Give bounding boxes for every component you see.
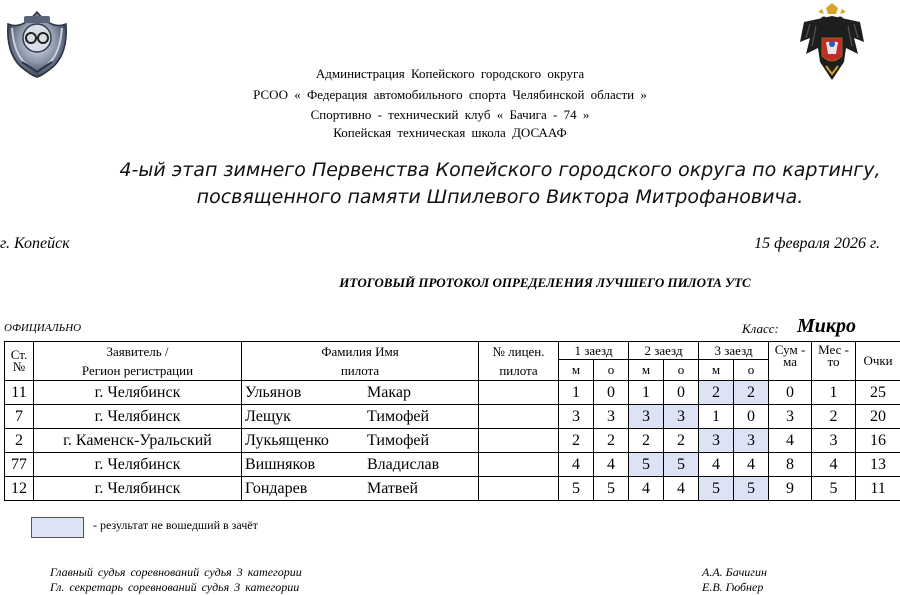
table-row (5, 429, 900, 453)
cell-r2m: 1 (629, 381, 664, 405)
results-table (4, 341, 900, 501)
header-place-line2: то (827, 354, 840, 369)
header-school: Копейская техническая школа ДОСААФ (333, 125, 567, 140)
cell-place: 5 (812, 477, 856, 501)
header-place-line1: Мес - (818, 342, 849, 357)
header-license-line2: пилота (499, 363, 538, 378)
header-sum-line2: ма (783, 354, 797, 369)
header-race3-m: м (699, 360, 734, 381)
pilot-first-name: Тимофей (367, 407, 430, 425)
secretary-role: Гл. секретарь соревнований судья 3 категории (50, 580, 300, 594)
event-title-line2: посвященного памяти Шпилевого Виктора Митрофановича. (196, 186, 804, 208)
header-club: Спортивно - технический клуб « Бачига - 74 » (310, 107, 590, 122)
header-points: Очки (856, 342, 900, 381)
header-pilot (242, 342, 479, 381)
secretary-name: Е.В. Гюбнер (702, 580, 764, 594)
legend-swatch (31, 517, 84, 538)
cell-r3m: 3 (699, 429, 734, 453)
cell-region: г. Челябинск (34, 381, 242, 405)
header-race2: 2 заезд (629, 342, 699, 360)
cell-region: г. Челябинск (34, 453, 242, 477)
cell-pilot (242, 405, 479, 429)
cell-place: 2 (812, 405, 856, 429)
cell-region: г. Челябинск (34, 477, 242, 501)
cell-sum: 3 (769, 405, 812, 429)
header-race3-o: о (734, 360, 769, 381)
cell-start: 11 (5, 381, 34, 405)
cell-r2m: 4 (629, 477, 664, 501)
cell-points: 20 (856, 405, 900, 429)
table-header-row (5, 342, 900, 360)
cell-r2o: 0 (664, 381, 699, 405)
class-value: Микро (797, 315, 857, 337)
cell-r1o: 5 (594, 477, 629, 501)
table-row (5, 405, 900, 429)
cell-points: 11 (856, 477, 900, 501)
cell-region: г. Челябинск (34, 405, 242, 429)
cell-r1m: 1 (559, 381, 594, 405)
header-race1: 1 заезд (559, 342, 629, 360)
legend-text: - результат не вошедший в зачёт (93, 518, 258, 532)
cell-pilot (242, 453, 479, 477)
header-pilot-line1: Фамилия Имя (321, 344, 399, 359)
header-federation: РСОО « Федерация автомобильного спорта Челябинской области » (253, 87, 647, 102)
cell-r3o: 4 (734, 453, 769, 477)
cell-r2m: 5 (629, 453, 664, 477)
cell-r1m: 5 (559, 477, 594, 501)
header-applicant-line1: Заявитель / (106, 344, 169, 359)
cell-license (479, 477, 559, 501)
cell-r2o: 3 (664, 405, 699, 429)
pilot-last-name: Лещук (245, 407, 291, 425)
pilot-first-name: Владислав (367, 455, 440, 473)
cell-r1m: 3 (559, 405, 594, 429)
judge-role: Главный судья соревнований судья 3 категории (50, 565, 302, 579)
cell-r2o: 5 (664, 453, 699, 477)
cell-sum: 0 (769, 381, 812, 405)
cell-r3m: 4 (699, 453, 734, 477)
header-race1-m: м (559, 360, 594, 381)
header-sum (769, 342, 812, 381)
cell-license (479, 453, 559, 477)
table-row (5, 453, 900, 477)
cell-r3o: 3 (734, 429, 769, 453)
header-pilot-line2: пилота (340, 363, 380, 378)
event-title-line1: 4-ый этап зимнего Первенства Копейского городского округа по картингу, (119, 159, 881, 181)
header-license-line1: № лицен. (492, 344, 545, 359)
cell-start: 7 (5, 405, 34, 429)
cell-r3o: 0 (734, 405, 769, 429)
header-license (479, 342, 559, 381)
event-date: 15 февраля 2026 г. (754, 235, 880, 252)
pilot-last-name: Гондарев (245, 479, 308, 497)
cell-license (479, 429, 559, 453)
cell-r2m: 2 (629, 429, 664, 453)
cell-r3m: 1 (699, 405, 734, 429)
cell-sum: 8 (769, 453, 812, 477)
cell-sum: 4 (769, 429, 812, 453)
pilot-last-name: Ульянов (245, 383, 302, 401)
header-start-number (5, 342, 34, 381)
cell-license (479, 381, 559, 405)
cell-r1o: 3 (594, 405, 629, 429)
cell-r3m: 2 (699, 381, 734, 405)
class-label: Класс: (742, 321, 779, 336)
cell-r1m: 4 (559, 453, 594, 477)
cell-points: 13 (856, 453, 900, 477)
header-race2-o: о (664, 360, 699, 381)
cell-pilot (242, 381, 479, 405)
table-row (5, 381, 900, 405)
table-row (5, 477, 900, 501)
protocol-title: ИТОГОВЫЙ ПРОТОКОЛ ОПРЕДЕЛЕНИЯ ЛУЧШЕГО ПИЛОТА УТС (339, 275, 751, 290)
cell-sum: 9 (769, 477, 812, 501)
cell-license (479, 405, 559, 429)
event-place: г. Копейск (0, 235, 70, 252)
cell-start: 12 (5, 477, 34, 501)
cell-start: 2 (5, 429, 34, 453)
cell-pilot (242, 429, 479, 453)
cell-r1o: 2 (594, 429, 629, 453)
header-start-line1: Ст. (10, 347, 28, 362)
cell-place: 1 (812, 381, 856, 405)
cell-r1m: 2 (559, 429, 594, 453)
status-label: ОФИЦИАЛЬНО (4, 322, 82, 334)
header-race2-m: м (629, 360, 664, 381)
cell-start: 77 (5, 453, 34, 477)
cell-r3m: 5 (699, 477, 734, 501)
cell-region: г. Каменск-Уральский (34, 429, 242, 453)
cell-r3o: 2 (734, 381, 769, 405)
pilot-first-name: Макар (367, 383, 411, 401)
header-administration: Администрация Копейского городского округа (315, 66, 585, 81)
pilot-first-name: Тимофей (367, 431, 430, 449)
cell-points: 16 (856, 429, 900, 453)
header-start-line2: № (12, 359, 26, 374)
cell-place: 4 (812, 453, 856, 477)
header-place (812, 342, 856, 381)
pilot-last-name: Вишняков (245, 455, 315, 473)
cell-r3o: 5 (734, 477, 769, 501)
header-applicant-line2: Регион регистрации (81, 363, 194, 378)
cell-r1o: 4 (594, 453, 629, 477)
pilot-first-name: Матвей (367, 479, 419, 497)
cell-place: 3 (812, 429, 856, 453)
header-race1-o: о (594, 360, 629, 381)
judge-name: А.А. Бачигин (702, 565, 767, 579)
cell-r2o: 2 (664, 429, 699, 453)
header-applicant (34, 342, 242, 381)
header-sum-line1: Сум - (774, 342, 806, 357)
cell-r2m: 3 (629, 405, 664, 429)
cell-pilot (242, 477, 479, 501)
header-race3: 3 заезд (699, 342, 769, 360)
cell-points: 25 (856, 381, 900, 405)
pilot-last-name: Лукьященко (245, 431, 329, 449)
cell-r1o: 0 (594, 381, 629, 405)
cell-r2o: 4 (664, 477, 699, 501)
